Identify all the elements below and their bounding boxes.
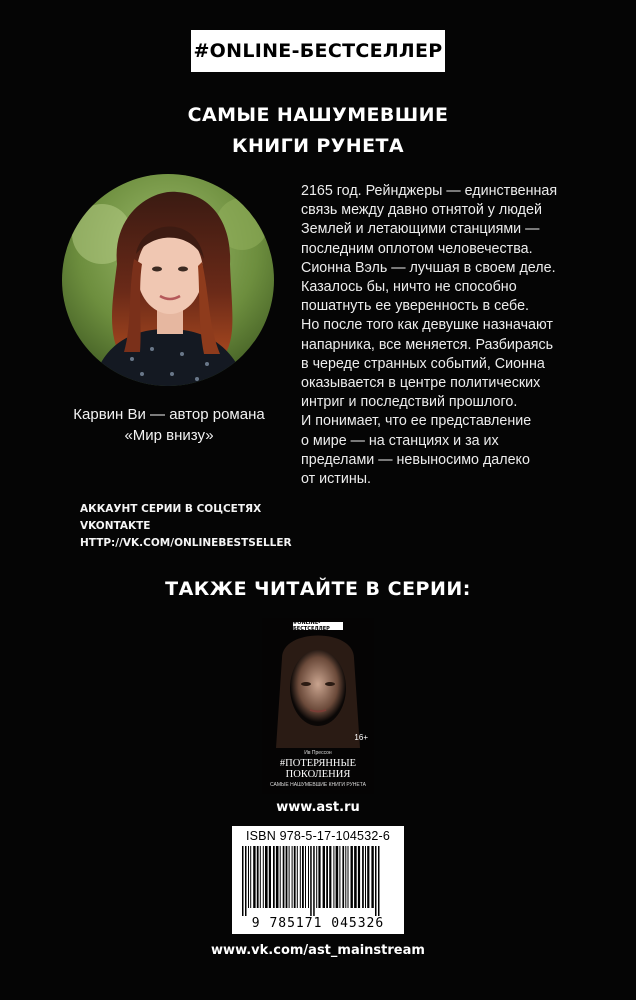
barcode-bar (294, 846, 296, 908)
barcode-bar (308, 846, 309, 908)
barcode-bar (336, 846, 339, 908)
annotation-line: в череде странных событий, Сионна (301, 355, 545, 372)
social-links (80, 501, 292, 552)
barcode-bar (313, 846, 315, 916)
publisher-website: www.ast.ru (276, 800, 360, 815)
annotation-line: Сионна Вэль — лучшая в своем деле. (301, 259, 556, 276)
annotation-line: И понимает, что ее представление (301, 413, 532, 430)
book-annotation (301, 182, 601, 489)
barcode-bar (365, 846, 366, 908)
barcode-bar (242, 846, 244, 916)
isbn-barcode (232, 826, 404, 934)
author-caption-line-1: Карвин Ви — автор романа (73, 406, 265, 423)
annotation-line: пошатнуть ее уверенность в себе. (301, 298, 529, 315)
barcode-bar (378, 846, 380, 916)
barcode-bar (250, 846, 251, 908)
author-photo (62, 174, 274, 386)
barcode-bar (367, 846, 369, 908)
barcode-bar (253, 846, 255, 908)
annotation-line: 2165 год. Рейнджеры — единственная (301, 183, 558, 199)
barcode-bar (257, 846, 259, 908)
series-badge: #ONLINE-БЕСТСЕЛЛЕР (191, 30, 445, 72)
cover-series-badge: #ONLINE-БЕСТСЕЛЛЕР (293, 622, 343, 630)
barcode-bar (289, 846, 290, 908)
cover-title-line-1: #ПОТЕРЯННЫЕ (279, 758, 357, 769)
barcode-bar (371, 846, 373, 908)
barcode-bar (351, 846, 353, 908)
barcode-bar (269, 846, 271, 908)
annotation-line: Казалось бы, ничто не способно (301, 279, 517, 296)
barcode-bar (286, 846, 288, 908)
social-network: VKONTAKTE (80, 520, 151, 532)
barcode-bar (260, 846, 261, 908)
barcode-bar (339, 846, 340, 908)
annotation-line: пределами — невыносимо далеко (301, 451, 530, 468)
cover-age-rating: 16+ (354, 733, 368, 742)
annotation-line: интриг и последствий прошлого. (301, 394, 518, 411)
barcode-bar (265, 846, 268, 908)
barcode-bar (326, 846, 328, 908)
vk-link[interactable]: www.vk.com/ast_mainstream (211, 943, 425, 958)
social-heading: АККАУНТ СЕРИИ В СОЦСЕТЯХ (80, 503, 262, 515)
barcode-bar (280, 846, 281, 908)
annotation-line: напарника, все меняется. Разбираясь (301, 336, 554, 353)
barcode-bar (300, 846, 301, 908)
barcode-bar (297, 846, 298, 908)
also-read-heading: ТАКЖЕ ЧИТАЙТЕ В СЕРИИ: (165, 578, 471, 600)
cover-title (262, 758, 374, 780)
author-caption (60, 404, 278, 446)
annotation-line: оказывается в центре политических (301, 375, 541, 392)
barcode-bar (375, 846, 377, 916)
barcode-bar (305, 846, 306, 908)
annotation-line: от истины. (301, 471, 371, 488)
annotation-line: связь между давно отнятой у людей (301, 202, 542, 219)
series-headline (118, 100, 518, 162)
barcode-bar (342, 846, 344, 908)
barcode-bar (310, 846, 312, 916)
barcode-bar (263, 846, 264, 908)
annotation-line: Землей и летающими станциями — (301, 221, 540, 238)
barcode-bar (333, 846, 334, 908)
barcode-bar (248, 846, 249, 908)
barcode-bar (245, 846, 247, 916)
ean-digits: 9 785171 045326 (251, 916, 385, 931)
barcode-bar (323, 846, 325, 908)
barcode-bar (318, 846, 320, 908)
barcode-bar (345, 846, 346, 908)
related-book-cover (262, 618, 374, 794)
barcode-bar (358, 846, 360, 908)
barcode-bar (283, 846, 285, 908)
cover-title-line-2: ПОКОЛЕНИЯ (285, 769, 351, 780)
barcode-bar (302, 846, 304, 908)
isbn-number: ISBN 978-5-17-104532-6 (245, 829, 391, 843)
barcode-bars (240, 846, 396, 916)
barcode-bar (273, 846, 275, 908)
barcode-bar (354, 846, 357, 908)
barcode-bar (329, 846, 331, 908)
barcode-bar (292, 846, 293, 908)
annotation-line: о мире — на станциях и за их (301, 432, 499, 449)
annotation-line: Но после того как девушке назначают (301, 317, 553, 334)
barcode-bar (316, 846, 317, 908)
barcode-bar (348, 846, 349, 908)
cover-subtitle: САМЫЕ НАШУМЕВШИЕ КНИГИ РУНЕТА (270, 782, 366, 788)
cover-author: Ив Прессон (304, 750, 332, 756)
headline-line-2: КНИГИ РУНЕТА (232, 135, 404, 157)
author-caption-line-2: «Мир внизу» (124, 427, 214, 444)
annotation-line: последним оплотом человечества. (301, 240, 533, 257)
headline-line-1: САМЫЕ НАШУМЕВШИЕ (187, 104, 449, 126)
social-url: HTTP://VK.COM/ONLINEBESTSELLER (80, 537, 292, 549)
barcode-bar (362, 846, 364, 908)
barcode-bar (276, 846, 279, 908)
